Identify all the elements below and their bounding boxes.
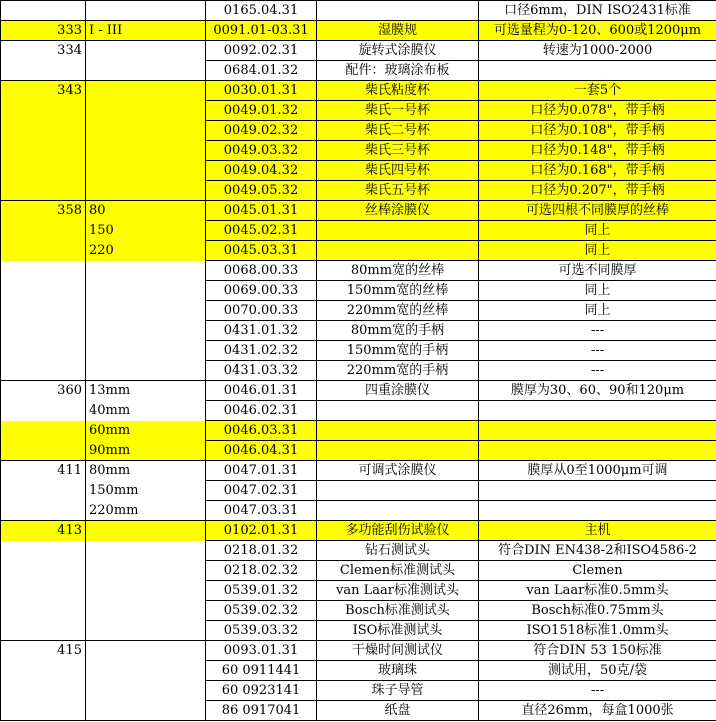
cell-part-number[interactable]: 0069.00.33	[206, 281, 317, 301]
cell-name[interactable]: 220mm宽的丝棒	[317, 301, 479, 321]
cell-page[interactable]	[1, 261, 86, 281]
cell-name[interactable]: 珠子导管	[317, 681, 479, 701]
cell-description[interactable]: 口径为0.078"，带手柄	[479, 101, 716, 121]
cell-name[interactable]: 80mm宽的手柄	[317, 321, 479, 341]
cell-description[interactable]	[479, 441, 716, 461]
cell-size[interactable]	[86, 601, 206, 621]
cell-page[interactable]: 343	[1, 81, 86, 101]
cell-name[interactable]: 四重涂膜仪	[317, 381, 479, 401]
cell-part-number[interactable]: 0092.02.31	[206, 41, 317, 61]
cell-size[interactable]	[86, 101, 206, 121]
cell-page[interactable]	[1, 221, 86, 241]
cell-part-number[interactable]: 0539.01.32	[206, 581, 317, 601]
cell-page[interactable]	[1, 421, 86, 441]
table-row	[1, 361, 716, 381]
table-row	[1, 681, 716, 701]
cell-description[interactable]: 同上	[479, 301, 716, 321]
cell-name[interactable]: 柴氏粘度杯	[317, 81, 479, 101]
cell-size[interactable]	[86, 1, 206, 21]
cell-part-number[interactable]: 0047.01.31	[206, 461, 317, 481]
table-row	[1, 661, 716, 681]
cell-name[interactable]: 150mm宽的手柄	[317, 341, 479, 361]
cell-size[interactable]: 150mm	[86, 481, 206, 501]
cell-part-number[interactable]: 0045.01.31	[206, 201, 317, 221]
cell-part-number[interactable]: 0046.03.31	[206, 421, 317, 441]
cell-page[interactable]	[1, 581, 86, 601]
cell-size[interactable]	[86, 41, 206, 61]
cell-page[interactable]: 415	[1, 641, 86, 661]
cell-size[interactable]: 150	[86, 221, 206, 241]
cell-part-number[interactable]: 0049.03.32	[206, 141, 317, 161]
cell-name[interactable]: 150mm宽的丝棒	[317, 281, 479, 301]
cell-part-number[interactable]: 0046.02.31	[206, 401, 317, 421]
cell-page[interactable]	[1, 101, 86, 121]
table-row	[1, 441, 716, 461]
cell-description[interactable]: 可选不同膜厚	[479, 261, 716, 281]
table-row	[1, 381, 716, 401]
table-row	[1, 141, 716, 161]
cell-page[interactable]	[1, 681, 86, 701]
table-row	[1, 241, 716, 261]
cell-description[interactable]: 可选四根不同膜厚的丝棒	[479, 201, 716, 221]
cell-description[interactable]: 膜厚为30、60、90和120μm	[479, 381, 716, 401]
cell-name[interactable]	[317, 441, 479, 461]
cell-size[interactable]	[86, 61, 206, 81]
cell-size[interactable]: 80	[86, 201, 206, 221]
cell-page[interactable]: 333	[1, 21, 86, 41]
cell-page[interactable]: 413	[1, 521, 86, 541]
table-row	[1, 261, 716, 281]
cell-part-number[interactable]: 0539.03.32	[206, 621, 317, 641]
table-row	[1, 1, 716, 21]
cell-name[interactable]: 旋转式涂膜仪	[317, 41, 479, 61]
cell-page[interactable]	[1, 281, 86, 301]
cell-size[interactable]	[86, 701, 206, 721]
cell-name[interactable]: 多功能刮伤试验仪	[317, 521, 479, 541]
table-row	[1, 641, 716, 661]
cell-name[interactable]: 柴氏三号杯	[317, 141, 479, 161]
cell-name[interactable]	[317, 421, 479, 441]
cell-description[interactable]: ---	[479, 361, 716, 381]
cell-part-number[interactable]: 0045.02.31	[206, 221, 317, 241]
cell-page[interactable]	[1, 561, 86, 581]
cell-description[interactable]: 转速为1000-2000	[479, 41, 716, 61]
cell-part-number[interactable]: 0049.02.32	[206, 121, 317, 141]
cell-name[interactable]: 80mm宽的丝棒	[317, 261, 479, 281]
cell-description[interactable]: 同上	[479, 241, 716, 261]
cell-page[interactable]: 334	[1, 41, 86, 61]
cell-description[interactable]: 符合DIN EN438-2和ISO4586-2	[479, 541, 716, 561]
cell-part-number[interactable]: 0070.00.33	[206, 301, 317, 321]
cell-name[interactable]: van Laar标准测试头	[317, 581, 479, 601]
cell-description[interactable]: 口径为0.207"，带手柄	[479, 181, 716, 201]
table-row	[1, 581, 716, 601]
table-row	[1, 481, 716, 501]
table-row	[1, 521, 716, 541]
cell-description[interactable]: 可选量程为0-120、600或1200μm	[479, 21, 716, 41]
cell-size[interactable]	[86, 301, 206, 321]
table-row	[1, 701, 716, 721]
cell-size[interactable]	[86, 181, 206, 201]
cell-size[interactable]	[86, 141, 206, 161]
cell-name[interactable]: 柴氏二号杯	[317, 121, 479, 141]
cell-size[interactable]	[86, 541, 206, 561]
cell-description[interactable]: ---	[479, 341, 716, 361]
cell-name[interactable]	[317, 221, 479, 241]
table-row	[1, 61, 716, 81]
table-row	[1, 201, 716, 221]
cell-name[interactable]: 柴氏四号杯	[317, 161, 479, 181]
cell-description[interactable]: 直径26mm，每盒1000张	[479, 701, 716, 721]
table-row	[1, 341, 716, 361]
cell-name[interactable]: 配件：玻璃涂布板	[317, 61, 479, 81]
cell-description[interactable]: 测试用，50克/袋	[479, 661, 716, 681]
cell-size[interactable]	[86, 261, 206, 281]
cell-page[interactable]	[1, 161, 86, 181]
cell-page[interactable]	[1, 141, 86, 161]
cell-description[interactable]: ---	[479, 321, 716, 341]
table-row	[1, 541, 716, 561]
cell-name[interactable]	[317, 241, 479, 261]
cell-page[interactable]	[1, 441, 86, 461]
table-row	[1, 621, 716, 641]
cell-part-number[interactable]: 60 0911441	[206, 661, 317, 681]
cell-description[interactable]: 口径为0.168"，带手柄	[479, 161, 716, 181]
cell-description[interactable]: Bosch标准0.75mm头	[479, 601, 716, 621]
cell-description[interactable]: Clemen	[479, 561, 716, 581]
cell-name[interactable]	[317, 501, 479, 521]
cell-description[interactable]: van Laar标准0.5mm头	[479, 581, 716, 601]
cell-name[interactable]: 玻璃珠	[317, 661, 479, 681]
cell-page[interactable]: 358	[1, 201, 86, 221]
cell-part-number[interactable]: 0046.04.31	[206, 441, 317, 461]
cell-part-number[interactable]: 0047.03.31	[206, 501, 317, 521]
cell-size[interactable]: 40mm	[86, 401, 206, 421]
cell-page[interactable]	[1, 321, 86, 341]
table-row	[1, 161, 716, 181]
cell-page[interactable]	[1, 61, 86, 81]
cell-size[interactable]	[86, 621, 206, 641]
cell-part-number[interactable]: 0093.01.31	[206, 641, 317, 661]
cell-name[interactable]: 丝棒涂膜仪	[317, 201, 479, 221]
cell-description[interactable]	[479, 401, 716, 421]
cell-name[interactable]: 纸盘	[317, 701, 479, 721]
cell-description[interactable]	[479, 421, 716, 441]
cell-description[interactable]: 主机	[479, 521, 716, 541]
cell-description[interactable]	[479, 61, 716, 81]
cell-page[interactable]: 360	[1, 381, 86, 401]
cell-page[interactable]	[1, 121, 86, 141]
cell-size[interactable]	[86, 521, 206, 541]
cell-size[interactable]	[86, 321, 206, 341]
cell-description[interactable]: 膜厚从0至1000μm可调	[479, 461, 716, 481]
table-row	[1, 281, 716, 301]
cell-page[interactable]	[1, 601, 86, 621]
cell-size[interactable]: 220	[86, 241, 206, 261]
cell-description[interactable]	[479, 481, 716, 501]
cell-size[interactable]	[86, 341, 206, 361]
cell-description[interactable]: 口径为0.108"，带手柄	[479, 121, 716, 141]
cell-name[interactable]: 柴氏一号杯	[317, 101, 479, 121]
cell-part-number[interactable]: 0102.01.31	[206, 521, 317, 541]
table-row	[1, 401, 716, 421]
cell-page[interactable]	[1, 661, 86, 681]
cell-part-number[interactable]: 0431.03.32	[206, 361, 317, 381]
cell-part-number[interactable]: 0047.02.31	[206, 481, 317, 501]
cell-name[interactable]: Bosch标准测试头	[317, 601, 479, 621]
table-body	[1, 1, 716, 721]
cell-part-number[interactable]: 0030.01.31	[206, 81, 317, 101]
cell-name[interactable]: 钻石测试头	[317, 541, 479, 561]
cell-page[interactable]	[1, 541, 86, 561]
cell-description[interactable]: 同上	[479, 221, 716, 241]
cell-page[interactable]	[1, 401, 86, 421]
cell-name[interactable]: 220mm宽的手柄	[317, 361, 479, 381]
cell-page[interactable]	[1, 341, 86, 361]
cell-size[interactable]: 13mm	[86, 381, 206, 401]
table-row	[1, 461, 716, 481]
cell-page[interactable]	[1, 481, 86, 501]
cell-name[interactable]: Clemen标准测试头	[317, 561, 479, 581]
table-row	[1, 561, 716, 581]
cell-size[interactable]	[86, 561, 206, 581]
cell-part-number[interactable]: 0684.01.32	[206, 61, 317, 81]
table-row	[1, 101, 716, 121]
cell-size[interactable]	[86, 361, 206, 381]
cell-description[interactable]: ---	[479, 681, 716, 701]
cell-part-number[interactable]: 0539.02.32	[206, 601, 317, 621]
cell-part-number[interactable]: 0049.01.32	[206, 101, 317, 121]
cell-part-number[interactable]: 60 0923141	[206, 681, 317, 701]
cell-part-number[interactable]: 86 0917041	[206, 701, 317, 721]
cell-name[interactable]: 湿膜规	[317, 21, 479, 41]
table-row	[1, 301, 716, 321]
cell-description[interactable]	[479, 501, 716, 521]
cell-name[interactable]: ISO标准测试头	[317, 621, 479, 641]
cell-part-number[interactable]: 0218.02.32	[206, 561, 317, 581]
cell-page[interactable]	[1, 621, 86, 641]
table-row	[1, 321, 716, 341]
cell-part-number[interactable]: 0068.00.33	[206, 261, 317, 281]
cell-part-number[interactable]: 0431.02.32	[206, 341, 317, 361]
cell-name[interactable]	[317, 401, 479, 421]
cell-description[interactable]: 口径6mm，DIN ISO2431标准	[479, 1, 716, 21]
cell-part-number[interactable]: 0218.01.32	[206, 541, 317, 561]
cell-page[interactable]	[1, 361, 86, 381]
cell-page[interactable]	[1, 301, 86, 321]
cell-description[interactable]: 符合DIN 53 150标准	[479, 641, 716, 661]
cell-size[interactable]: 90mm	[86, 441, 206, 461]
table-row	[1, 501, 716, 521]
cell-size[interactable]	[86, 641, 206, 661]
cell-name[interactable]: 可调式涂膜仪	[317, 461, 479, 481]
cell-description[interactable]: 同上	[479, 281, 716, 301]
cell-size[interactable]	[86, 281, 206, 301]
table-row	[1, 41, 716, 61]
cell-part-number[interactable]: 0045.03.31	[206, 241, 317, 261]
cell-size[interactable]: I - III	[86, 21, 206, 41]
table-row	[1, 21, 716, 41]
cell-description[interactable]: ISO1518标准1.0mm头	[479, 621, 716, 641]
table-row	[1, 181, 716, 201]
cell-part-number[interactable]: 0431.01.32	[206, 321, 317, 341]
table-row	[1, 221, 716, 241]
cell-page[interactable]	[1, 181, 86, 201]
cell-size[interactable]	[86, 681, 206, 701]
cell-page[interactable]: 411	[1, 461, 86, 481]
cell-page[interactable]	[1, 241, 86, 261]
cell-size[interactable]: 80mm	[86, 461, 206, 481]
cell-size[interactable]: 60mm	[86, 421, 206, 441]
cell-name[interactable]	[317, 1, 479, 21]
cell-part-number[interactable]: 0046.01.31	[206, 381, 317, 401]
cell-name[interactable]: 柴氏五号杯	[317, 181, 479, 201]
cell-size[interactable]: 220mm	[86, 501, 206, 521]
cell-name[interactable]: 干燥时间测试仪	[317, 641, 479, 661]
cell-size[interactable]	[86, 121, 206, 141]
cell-part-number[interactable]: 0049.05.32	[206, 181, 317, 201]
table-row	[1, 421, 716, 441]
cell-part-number[interactable]: 0091.01-03.31	[206, 21, 317, 41]
cell-size[interactable]	[86, 81, 206, 101]
cell-page[interactable]	[1, 501, 86, 521]
table-row	[1, 81, 716, 101]
cell-size[interactable]	[86, 661, 206, 681]
table-row	[1, 601, 716, 621]
cell-page[interactable]	[1, 1, 86, 21]
cell-description[interactable]: 一套5个	[479, 81, 716, 101]
cell-part-number[interactable]: 0165.04.31	[206, 1, 317, 21]
cell-part-number[interactable]: 0049.04.32	[206, 161, 317, 181]
cell-size[interactable]	[86, 581, 206, 601]
cell-size[interactable]	[86, 161, 206, 181]
cell-page[interactable]	[1, 701, 86, 721]
cell-description[interactable]: 口径为0.148"，带手柄	[479, 141, 716, 161]
table-row	[1, 121, 716, 141]
cell-name[interactable]	[317, 481, 479, 501]
